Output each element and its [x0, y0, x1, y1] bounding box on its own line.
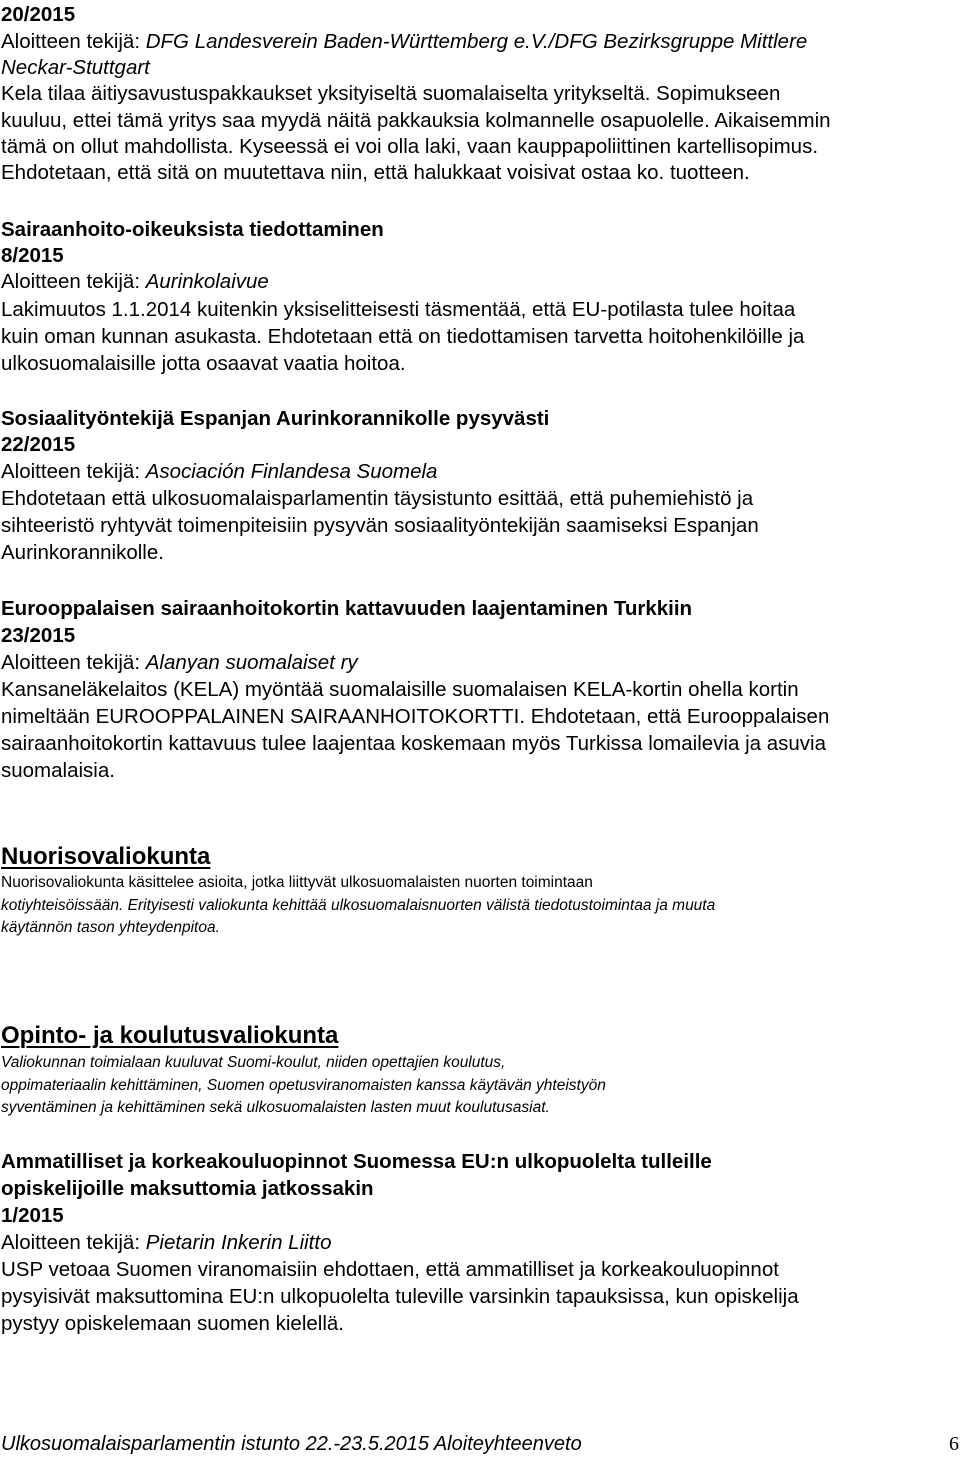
body-line: suomalaisia. [1, 759, 115, 782]
initiator-label: Aloitteen tekijä: [1, 460, 141, 483]
body-line: ulkosuomalaisille jotta osaavat vaatia hoitoa. [1, 352, 406, 375]
committee-heading: Nuorisovaliokunta [1, 843, 211, 870]
initiator-name: DFG Landesverein Baden-Württemberg e.V./DFG Bezirksgruppe Mittlere [145, 30, 808, 53]
body-line: sihteeristö ryhtyvät toimenpiteisiin pysyvän sosiaalityöntekijän saamiseksi Espanjan [1, 514, 759, 537]
body-line: pysyisivät maksuttomina EU:n ulkopuolelta tuleville varsinkin tapauksissa, kun opiskelija [1, 1285, 799, 1308]
body-line: Lakimuutos 1.1.2014 kuitenkin yksiselitteisesti täsmentää, että EU-potilasta tulee hoitaa [1, 298, 796, 321]
body-line: nimeltään EUROOPPALAINEN SAIRAANHOITOKORTTI. Ehdotetaan, että Eurooppalaisen [1, 705, 830, 728]
initiative-number: 8/2015 [1, 244, 64, 267]
committee-description: Nuorisovaliokunta käsittelee asioita, jotka liittyvät ulkosuomalaisten nuorten toimintaan [1, 874, 593, 891]
initiative-number: 22/2015 [1, 433, 76, 456]
committee-description: kotiyhteisöissään. Erityisesti valiokunta kehittää ulkosuomalaisnuorten välistä tiedotustoimintaa ja muuta [1, 897, 716, 914]
footer-title: Ulkosuomalaisparlamentin istunto 22.-23.5.2015 Aloiteyhteenveto [1, 1433, 582, 1455]
initiator-line [1, 1233, 331, 1254]
initiative-number: 23/2015 [1, 624, 76, 647]
body-line: USP vetoaa Suomen viranomaisiin ehdottaen, että ammatilliset ja korkeakouluopinnot [1, 1258, 779, 1281]
body-line: sairaanhoitokortin kattavuus tulee laajentaa koskemaan myös Turkissa lomailevia ja asuvia [1, 732, 826, 755]
body-line: Ehdotetaan, että sitä on muutettava niin, että halukkaat voisivat ostaa ko. tuotteen. [1, 161, 750, 184]
body-line: kuin oman kunnan asukasta. Ehdotetaan että on tiedottamisen tarvetta hoitohenkilöille ja [1, 325, 805, 348]
body-line: pystyy opiskelemaan suomen kielellä. [1, 1312, 344, 1335]
initiative-title: Sosiaalityöntekijä Espanjan Aurinkorannikolle pysyvästi [1, 407, 550, 430]
body-line: Kansaneläkelaitos (KELA) myöntää suomalaisille suomalaisen KELA-kortin ohella kortin [1, 678, 799, 701]
initiator-name: Asociación Finlandesa Suomela [145, 460, 438, 483]
committee-description: oppimateriaalin kehittäminen, Suomen opetusviranomaisten kanssa käytävän yhteistyön [1, 1077, 606, 1094]
initiative-number: 20/2015 [1, 3, 76, 26]
body-line: kuuluu, ettei tämä yritys saa myydä näitä pakkauksia kolmannelle osapuolelle. Aikaisemmin [1, 109, 831, 132]
initiator-name: Alanyan suomalaiset ry [145, 651, 358, 674]
initiator-line [1, 462, 437, 483]
initiator-label: Aloitteen tekijä: [1, 1231, 141, 1254]
body-line: Aurinkorannikolle. [1, 541, 164, 564]
committee-description: käytännön tason yhteydenpitoa. [1, 919, 220, 936]
initiator-label: Aloitteen tekijä: [1, 651, 141, 674]
initiator-line [1, 653, 358, 674]
body-line: Ehdotetaan että ulkosuomalaisparlamentin täysistunto esittää, että puhemiehistö ja [1, 487, 754, 510]
initiator-line [1, 272, 269, 293]
body-line: tämä on ollut mahdollista. Kyseessä ei voi olla laki, vaan kauppapoliittinen kartellisopimus. [1, 135, 819, 158]
initiative-number: 1/2015 [1, 1204, 64, 1227]
committee-description: syventäminen ja kehittäminen sekä ulkosuomalaisten lasten muut koulutusasiat. [1, 1099, 550, 1116]
initiative-title: Ammatilliset ja korkeakouluopinnot Suomessa EU:n ulkopuolelta tulleille [1, 1150, 712, 1173]
initiator-label: Aloitteen tekijä: [1, 270, 141, 293]
body-line: Kela tilaa äitiysavustuspakkaukset yksityiseltä suomalaiselta yritykseltä. Sopimukseen [1, 82, 781, 105]
initiator-name: Aurinkolaivue [145, 270, 269, 293]
initiative-title: opiskelijoille maksuttomia jatkossakin [1, 1177, 374, 1200]
committee-description: Valiokunnan toimialaan kuuluvat Suomi-koulut, niiden opettajien koulutus, [1, 1054, 506, 1071]
initiator-name-continued: Neckar-Stuttgart [1, 56, 150, 79]
initiative-title: Eurooppalaisen sairaanhoitokortin kattavuuden laajentaminen Turkkiin [1, 597, 693, 620]
page-number: 6 [949, 1433, 959, 1455]
committee-heading: Opinto- ja koulutusvaliokunta [1, 1022, 339, 1049]
initiator-name: Pietarin Inkerin Liitto [145, 1231, 332, 1254]
initiative-title: Sairaanhoito-oikeuksista tiedottaminen [1, 218, 384, 241]
initiator-line [1, 32, 807, 53]
initiator-label: Aloitteen tekijä: [1, 30, 141, 53]
